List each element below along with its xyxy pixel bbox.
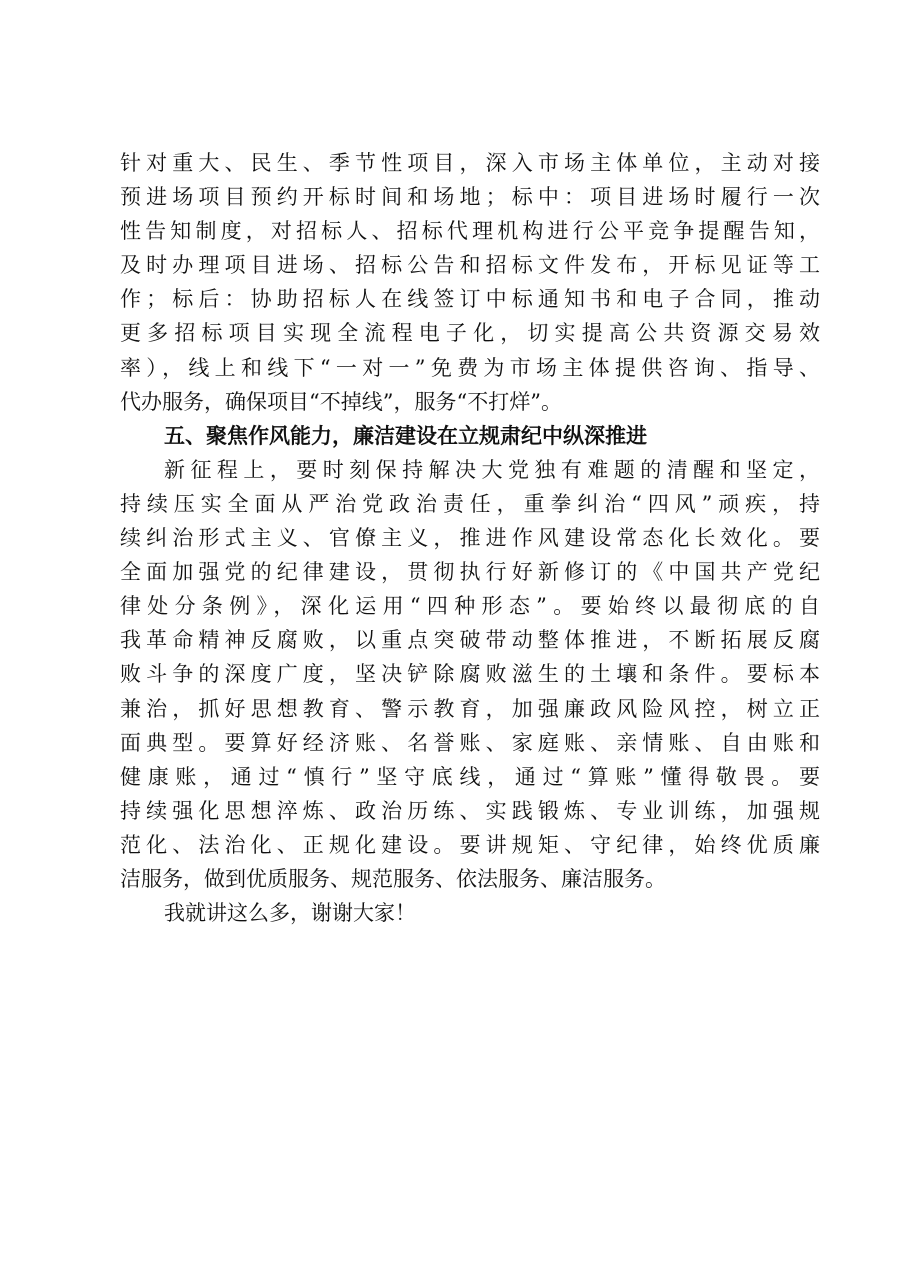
paragraph-line: 预进场项目预约开标时间和场地；标中：项目进场时履行一次 [120,185,820,210]
paragraph-line: 洁服务，做到优质服务、规范服务、依法服务、廉洁服务。 [120,866,666,891]
paragraph-line: 全面加强党的纪律建设，贯彻执行好新修订的《中国共产党纪 [120,560,820,585]
paragraph-line: 我革命精神反腐败，以重点突破带动整体推进，不断拓展反腐 [120,628,820,653]
paragraph-line: 更多招标项目实现全流程电子化，切实提高公共资源交易效 [120,321,820,346]
paragraph-service [120,146,820,419]
document-body [120,146,820,930]
paragraph-line: 代办服务，确保项目“不掉线”，服务“不打烊”。 [120,389,562,414]
paragraph-line: 新征程上，要时刻保持解决大党独有难题的清醒和坚定， [164,457,820,482]
paragraph-line: 兼治，抓好思想教育、警示教育，加强廉政风险风控，树立正 [120,696,820,721]
paragraph-line: 性告知制度，对招标人、招标代理机构进行公平竞争提醒告知， [120,219,820,244]
paragraph-line: 健康账，通过“慎行”坚守底线，通过“算账”懂得敬畏。要 [120,764,820,789]
paragraph-line: 持续压实全面从严治党政治责任，重拳纠治“四风”顽疾，持 [120,491,820,516]
paragraph-line: 律处分条例》，深化运用“四种形态”。要始终以最彻底的自 [120,594,820,619]
paragraph-line: 率），线上和线下“一对一”免费为市场主体提供咨询、指导、 [120,355,820,380]
paragraph-line: 面典型。要算好经济账、名誉账、家庭账、亲情账、自由账和 [120,730,820,755]
paragraph-line: 针对重大、民生、季节性项目，深入市场主体单位，主动对接 [120,151,820,175]
paragraph-integrity [120,453,820,896]
paragraph-line: 范化、法治化、正规化建设。要讲规矩、守纪律，始终优质廉 [120,832,820,857]
section-heading: 五、聚焦作风能力，廉洁建设在立规肃纪中纵深推进 [164,423,647,448]
paragraph-line: 败斗争的深度广度，坚决铲除腐败滋生的土壤和条件。要标本 [120,662,820,687]
paragraph-line: 续纠治形式主义、官僚主义，推进作风建设常态化长效化。要 [120,526,820,551]
closing-line: 我就讲这么多，谢谢大家！ [164,901,416,926]
paragraph-line: 作；标后：协助招标人在线签订中标通知书和电子合同，推动 [120,287,820,312]
paragraph-line: 持续强化思想淬炼、政治历练、实践锻炼、专业训练，加强规 [120,798,820,823]
paragraph-line: 及时办理项目进场、招标公告和招标文件发布，开标见证等工 [120,253,820,278]
